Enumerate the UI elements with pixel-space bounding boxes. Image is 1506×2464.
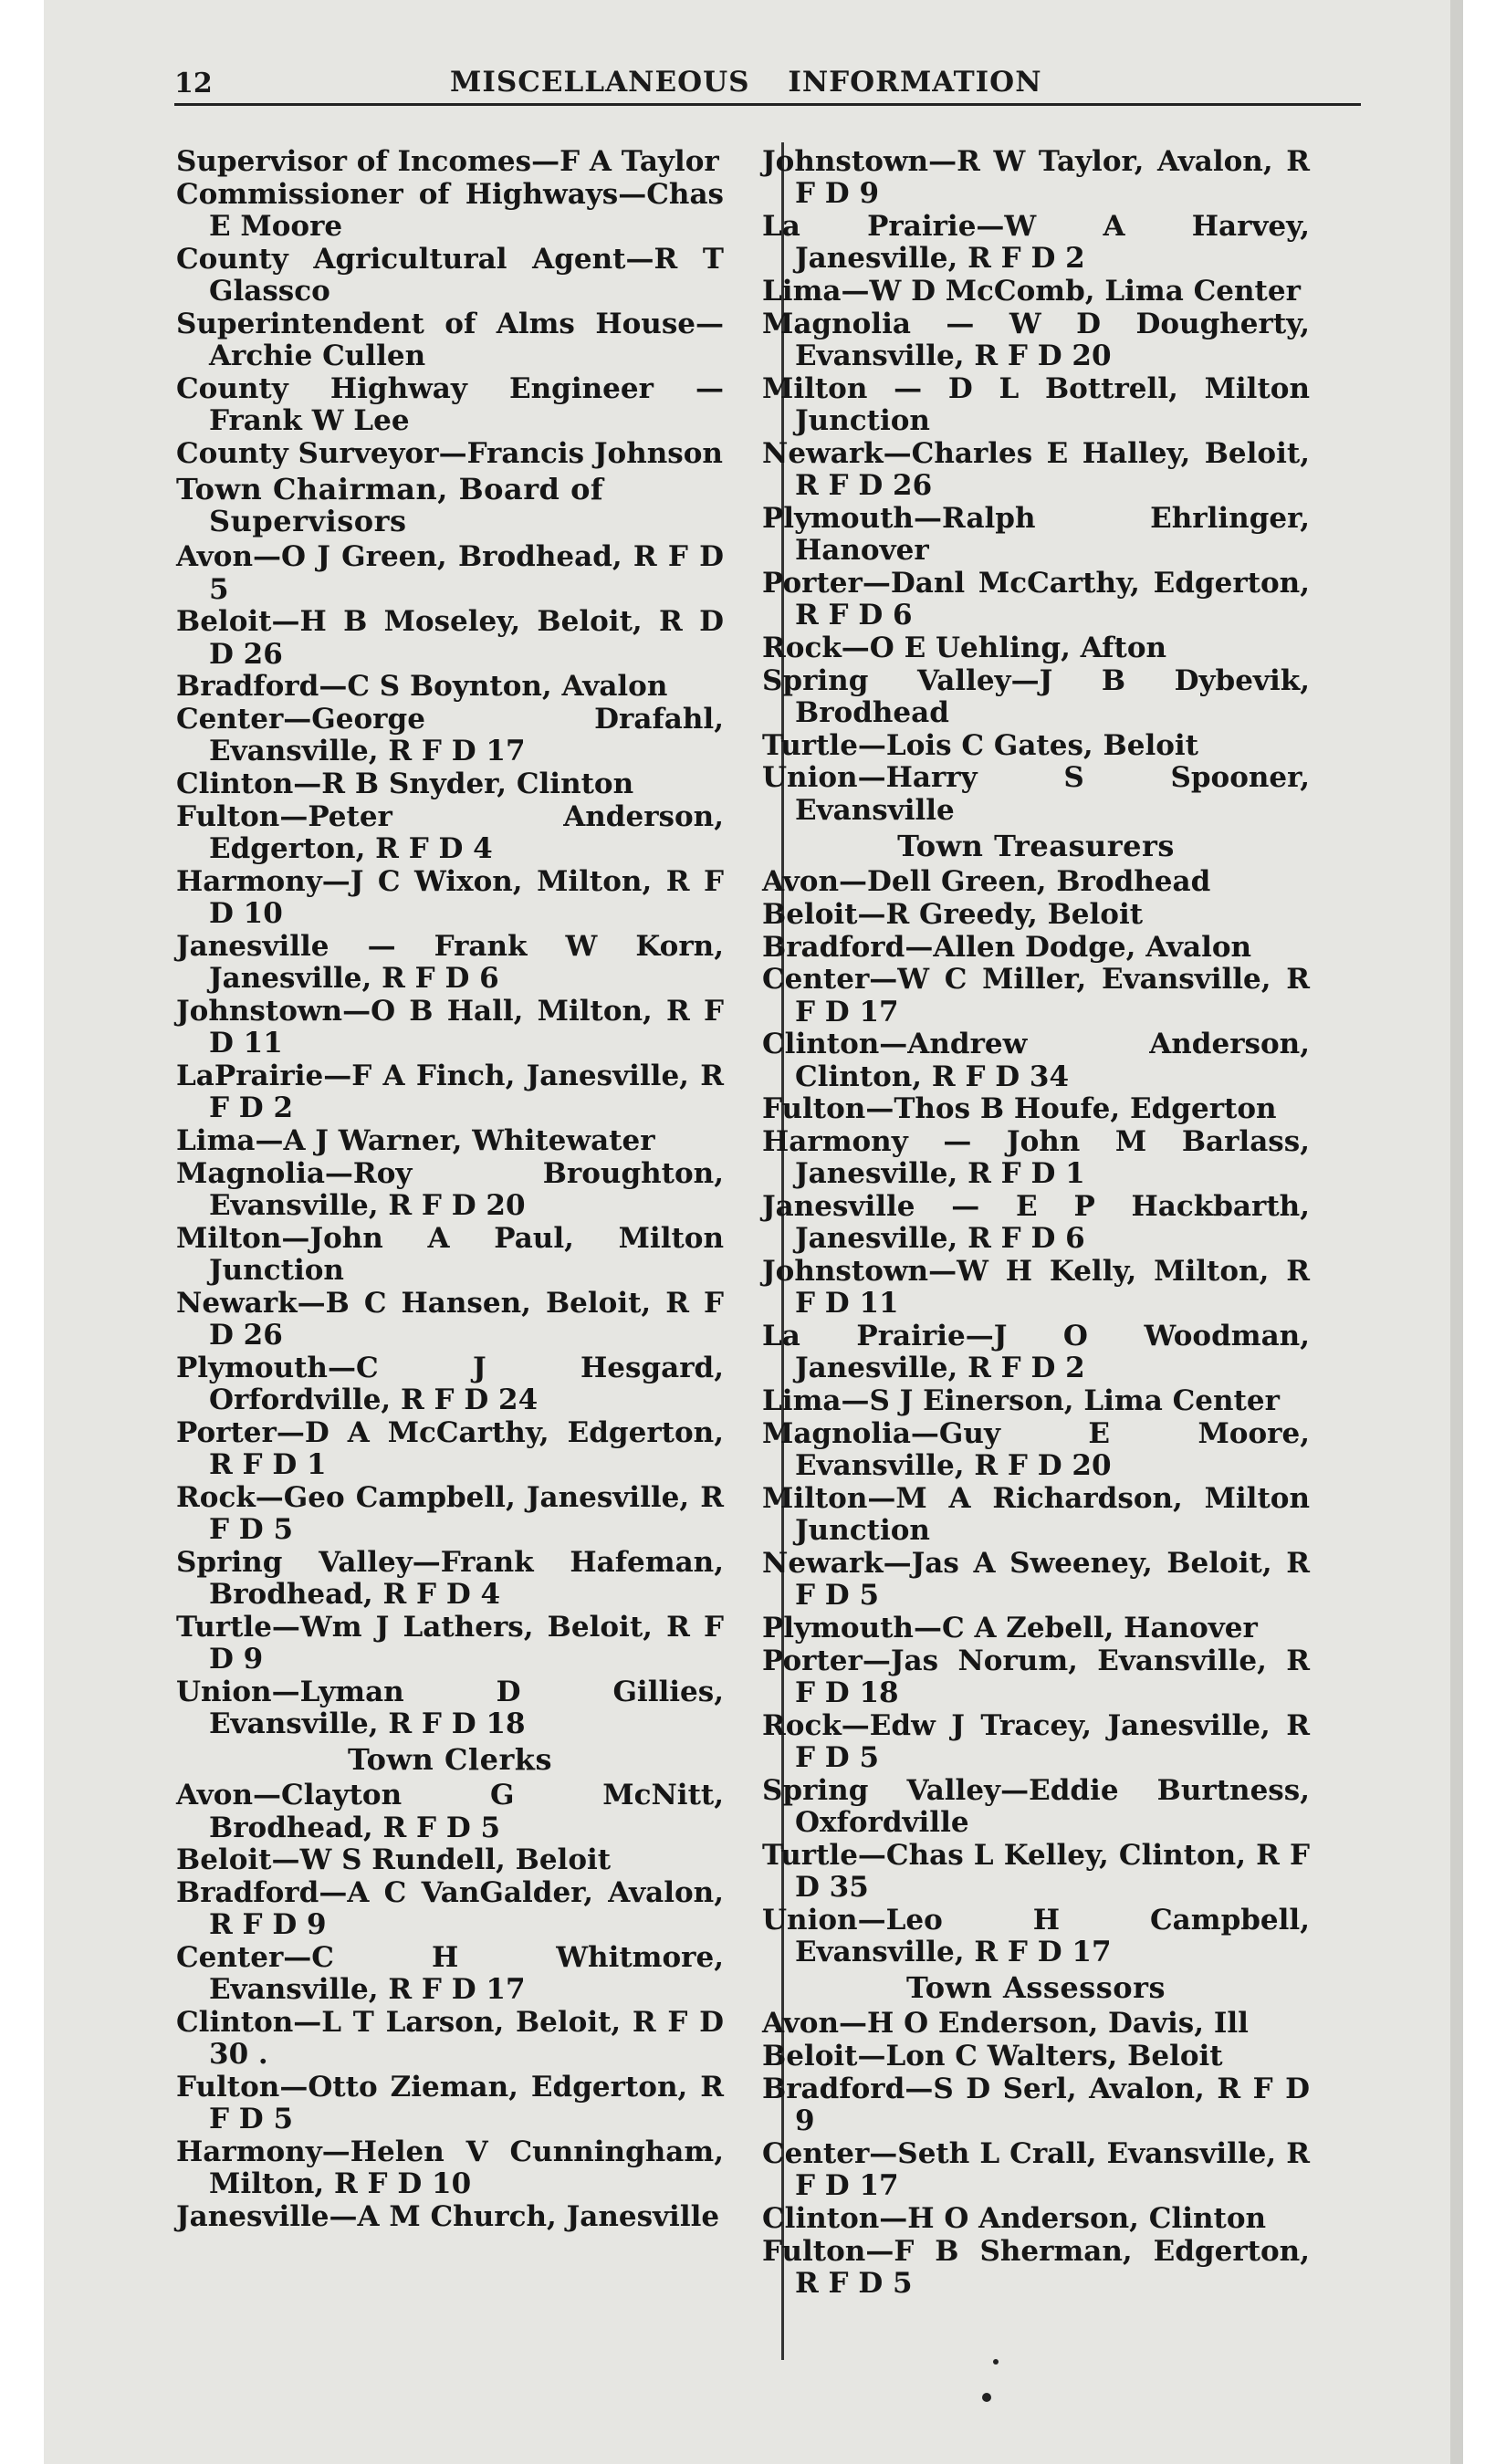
list-item: Avon—O J Green, Brodhead, R F D 5 [176,540,724,606]
list-item: Spring Valley—Frank Hafeman, Brodhead, R F D 4 [176,1545,724,1611]
list-item: Harmony — John M Barlass, Janesville, R F D 1 [762,1125,1310,1191]
running-header-title: MISCELLANEOUS INFORMATION [450,66,1042,99]
list-item: LaPrairie—F A Finch, Janesville, R F D 2 [176,1060,724,1125]
ink-speck [993,2359,999,2365]
section-heading-town-clerks: Town Clerks [348,1742,552,1778]
list-item: Center—C H Whitmore, Evansville, R F D 17 [176,1941,724,2007]
list-item: County Highway Engineer — Frank W Lee [176,371,724,437]
list-item: Johnstown—R W Taylor, Avalon, R F D 9 [762,145,1310,211]
list-item: Newark—Charles E Halley, Beloit, R F D 26 [762,436,1310,502]
list-item: Rock—O E Uehling, Afton [762,631,1167,664]
list-item: Milton—M A Richardson, Milton Junction [762,1481,1310,1548]
list-item: Fulton—Thos B Houfe, Edgerton [762,1092,1277,1126]
list-item: Janesville — E P Hackbarth, Janesville, R F D 6 [762,1190,1310,1256]
page-number: 12 [174,68,213,99]
list-item: Plymouth—C A Zebell, Hanover [762,1611,1258,1644]
list-item: Porter—Danl McCarthy, Edgerton, R F D 6 [762,566,1310,632]
list-item: Johnstown—O B Hall, Milton, R F D 11 [176,995,724,1060]
list-item: Lima—A J Warner, Whitewater [176,1124,655,1157]
list-item: Center—Seth L Crall, Evansville, R F D 17 [762,2136,1310,2203]
list-item: La Prairie—W A Harvey, Janesville, R F D 2 [762,210,1310,276]
list-item: Bradford—C S Boynton, Avalon [176,670,668,704]
list-item: Harmony—Helen V Cunningham, Milton, R F D 10 [176,2135,724,2201]
list-item: Magnolia—Roy Broughton, Evansville, R F D 20 [176,1156,724,1222]
list-item: Clinton—H O Anderson, Clinton [762,2201,1267,2235]
list-item: Porter—D A McCarthy, Edgerton, R F D 1 [176,1415,724,1481]
list-item: Beloit—W S Rundell, Beloit [176,1843,612,1877]
list-item: Clinton—L T Larson, Beloit, R F D 30 . [176,2006,724,2072]
list-item: Union—Leo H Campbell, Evansville, R F D 17 [762,1903,1310,1968]
list-item: Beloit—Lon C Walters, Beloit [762,2040,1223,2073]
list-item: Fulton—Peter Anderson, Edgerton, R F D 4 [176,800,724,866]
book-page [44,0,1463,2464]
list-item: Milton — D L Bottrell, Milton Junction [762,371,1310,437]
list-item: Clinton—R B Snyder, Clinton [176,767,634,801]
list-item: Commissioner of Highways—Chas E Moore [176,177,724,243]
list-item: Avon—H O Enderson, Davis, Ill [762,2007,1249,2041]
list-item: Beloit—H B Moseley, Beloit, R D D 26 [176,605,724,671]
left-column [176,146,724,2234]
list-item: Fulton—Otto Zieman, Edgerton, R F D 5 [176,2071,724,2136]
list-item: Avon—Dell Green, Brodhead [762,865,1211,898]
list-item: Superintendent of Alms House—Archie Cullen [176,307,724,372]
list-item: Fulton—F B Sherman, Edgerton, R F D 5 [762,2234,1310,2300]
list-item: Bradford—Allen Dodge, Avalon [762,930,1252,964]
right-column [762,146,1310,2301]
list-item: Newark—Jas A Sweeney, Beloit, R F D 5 [762,1546,1310,1613]
list-item: Janesville — Frank W Korn, Janesville, R F D 6 [176,930,724,996]
list-item: Janesville—A M Church, Janesville [176,2200,720,2234]
list-item: Magnolia—Guy E Moore, Evansville, R F D 20 [762,1416,1310,1483]
list-item: Turtle—Chas L Kelley, Clinton, R F D 35 [762,1838,1310,1904]
list-item: Lima—S J Einerson, Lima Center [762,1384,1280,1418]
list-item: Porter—Jas Norum, Evansville, R F D 18 [762,1644,1310,1709]
section-heading-town-chairman: Town Chairman, Board of Supervisors [176,472,604,539]
list-item: Johnstown—W H Kelly, Milton, R F D 11 [762,1255,1310,1321]
list-item: Turtle—Lois C Gates, Beloit [762,728,1198,762]
list-item: County Agricultural Agent—R T Glassco [176,242,724,308]
list-item: Spring Valley—Eddie Burtness, Oxfordville [762,1773,1310,1839]
list-item: Bradford—A C VanGalder, Avalon, R F D 9 [176,1876,724,1942]
list-item: Union—Lyman D Gillies, Evansville, R F D 18 [176,1675,724,1740]
header-rule [174,103,1361,106]
list-item: La Prairie—J O Woodman, Janesville, R F D 2 [762,1320,1310,1385]
list-item: Beloit—R Greedy, Beloit [762,897,1144,931]
list-item: County Surveyor—Francis Johnson [176,436,723,470]
list-item: Lima—W D McComb, Lima Center [762,275,1301,308]
list-item: Supervisor of Incomes—F A Taylor [176,145,719,178]
list-item: Harmony—J C Wixon, Milton, R F D 10 [176,865,724,931]
list-item: Center—W C Miller, Evansville, R F D 17 [762,963,1310,1028]
list-item: Rock—Geo Campbell, Janesville, R F D 5 [176,1480,724,1546]
list-item: Rock—Edw J Tracey, Janesville, R F D 5 [762,1708,1310,1774]
list-item: Plymouth—Ralph Ehrlinger, Hanover [762,501,1310,567]
section-heading-town-treasurers: Town Treasurers [897,828,1175,863]
list-item: Spring Valley—J B Dybevik, Brodhead [762,663,1310,729]
list-item: Union—Harry S Spooner, Evansville [762,761,1310,827]
section-heading-town-assessors: Town Assessors [906,1970,1166,2006]
list-item: Center—George Drafahl, Evansville, R F D 17 [176,703,724,768]
page-edge-shadow [1450,0,1463,2464]
list-item: Clinton—Andrew Anderson, Clinton, R F D 34 [762,1028,1310,1093]
list-item: Magnolia — W D Dougherty, Evansville, R F D 20 [762,307,1310,372]
list-item: Plymouth—C J Hesgard, Orfordville, R F D 24 [176,1351,724,1416]
list-item: Bradford—S D Serl, Avalon, R F D 9 [762,2072,1310,2138]
ink-speck [982,2393,991,2402]
list-item: Avon—Clayton G McNitt, Brodhead, R F D 5 [176,1779,724,1844]
list-item: Newark—B C Hansen, Beloit, R F D 26 [176,1286,724,1352]
list-item: Turtle—Wm J Lathers, Beloit, R F D 9 [176,1610,724,1676]
list-item: Milton—John A Paul, Milton Junction [176,1221,724,1287]
